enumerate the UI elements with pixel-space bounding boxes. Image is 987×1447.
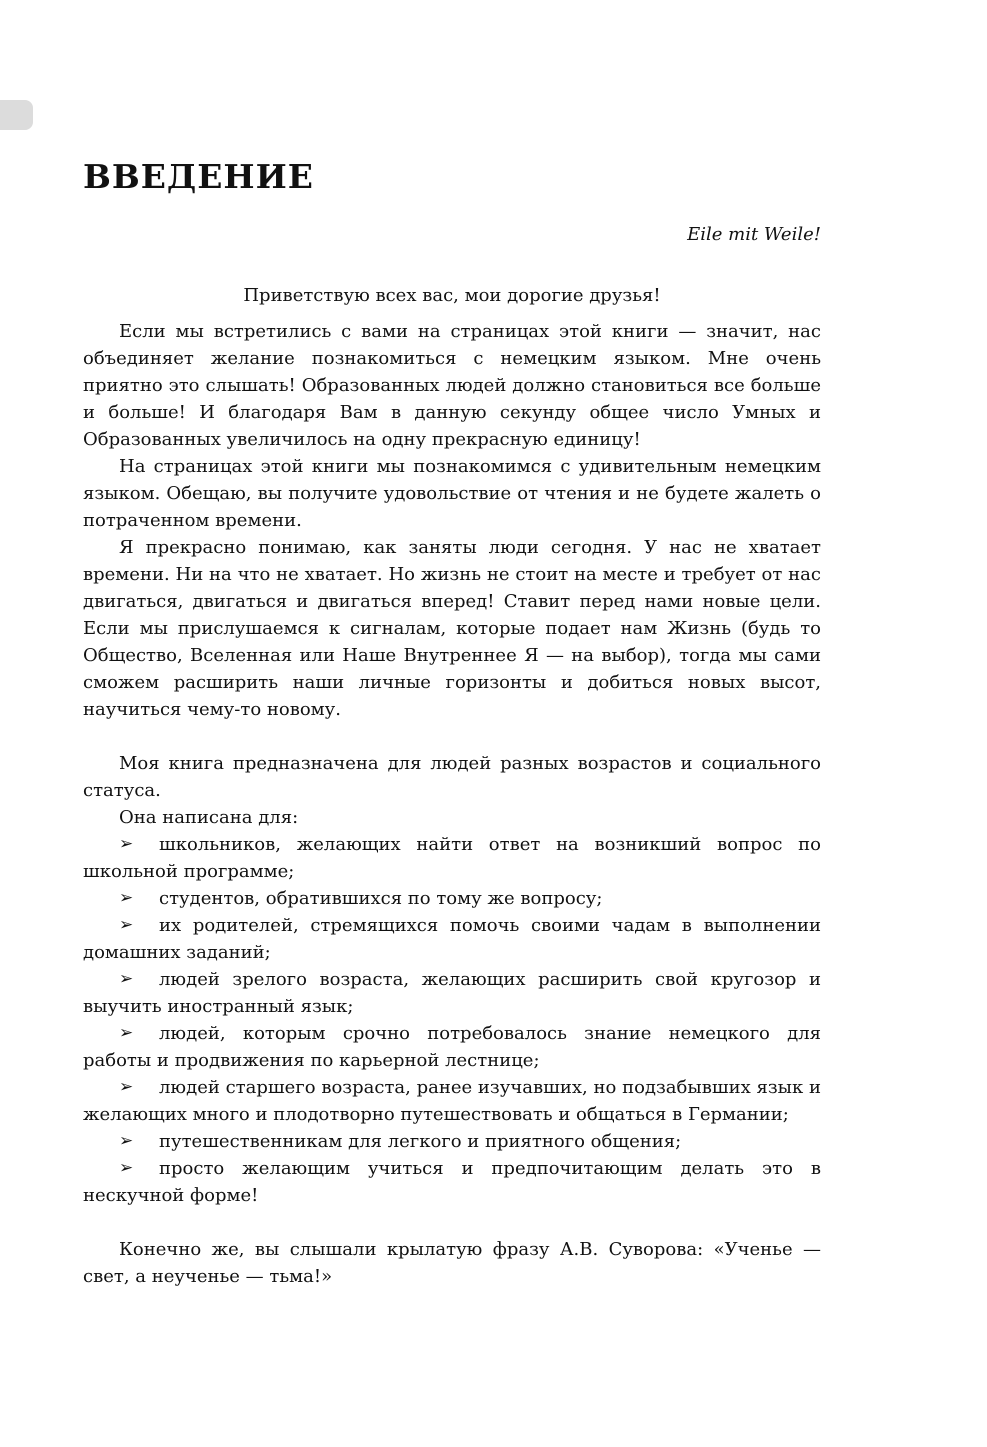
list-item: ➢ путешественникам для легкого и приятного общения; — [83, 1128, 821, 1155]
list-item: ➢ просто желающим учиться и предпочитающим делать это в нескучной форме! — [83, 1155, 821, 1209]
arrow-bullet-icon: ➢ — [119, 1077, 134, 1097]
spacer — [83, 1209, 821, 1236]
paragraph-closing-quote: Конечно же, вы слышали крылатую фразу А.В. Суворова: «Ученье — свет, а неученье — тьма!» — [83, 1239, 821, 1287]
list-item: ➢ их родителей, стремящихся помочь своими чадам в выполнении домашних заданий; — [83, 912, 821, 966]
list-item: ➢ людей, которым срочно потребовалось знание немецкого для работы и продвижения по карьерной лестнице; — [83, 1020, 821, 1074]
paragraph-audience-intro: Моя книга предназначена для людей разных возрастов и социального статуса. — [83, 753, 821, 801]
arrow-bullet-icon: ➢ — [119, 834, 134, 854]
arrow-bullet-icon: ➢ — [119, 1158, 134, 1178]
arrow-bullet-icon: ➢ — [119, 1131, 134, 1151]
page-edge-tab — [0, 100, 33, 130]
arrow-bullet-icon: ➢ — [119, 915, 134, 935]
arrow-bullet-icon: ➢ — [119, 888, 134, 908]
epigraph: Eile mit Weile! — [687, 224, 821, 245]
spacer — [83, 723, 821, 750]
book-page — [83, 150, 821, 1290]
list-item: ➢ людей старшего возраста, ранее изучавших, но подзабывших язык и желающих много и плодотворно путешествовать и общаться в Германии; — [83, 1074, 821, 1128]
list-item: ➢ студентов, обратившихся по тому же вопросу; — [83, 885, 821, 912]
audience-list — [83, 831, 821, 1209]
chapter-title: ВВЕДЕНИЕ — [83, 157, 314, 196]
paragraph-audience-lead: Она написана для: — [119, 807, 299, 828]
paragraph-book-promise: На страницах этой книги мы познакомимся с удивительным немецким языком. Обещаю, вы получите удовольствие от чтения и не будете жалеть о потраченном времени. — [83, 456, 821, 531]
list-item: ➢ школьников, желающих найти ответ на возникший вопрос по школьной программе; — [83, 831, 821, 885]
arrow-bullet-icon: ➢ — [119, 969, 134, 989]
paragraph-busy-people: Я прекрасно понимаю, как заняты люди сегодня. У нас не хватает времени. Ни на что не хватает. Но жизнь не стоит на месте и требует от нас двигаться, двигаться и двигаться вперед! Ставит перед нами новые цели. Если мы прислушаемся к сигналам, которые подает нам Жизнь (будь то Общество, Вселенная или Наше Внутреннее Я — на выбор), тогда мы сами сможем расширить наши личные горизонты и добиться новых высот, научиться чему-то новому. — [83, 537, 821, 720]
paragraph-intro: Если мы встретились с вами на страницах этой книги — значит, нас объединяет желание познакомиться с немецким языком. Мне очень приятно это слышать! Образованных людей должно становиться все больше и больше! И благодаря Вам в данную секунду общее число Умных и Образованных увеличилось на одну прекрасную единицу! — [83, 321, 821, 450]
arrow-bullet-icon: ➢ — [119, 1023, 134, 1043]
greeting: Приветствую всех вас, мои дорогие друзья! — [243, 285, 661, 306]
list-item: ➢ людей зрелого возраста, желающих расширить свой кругозор и выучить иностранный язык; — [83, 966, 821, 1020]
